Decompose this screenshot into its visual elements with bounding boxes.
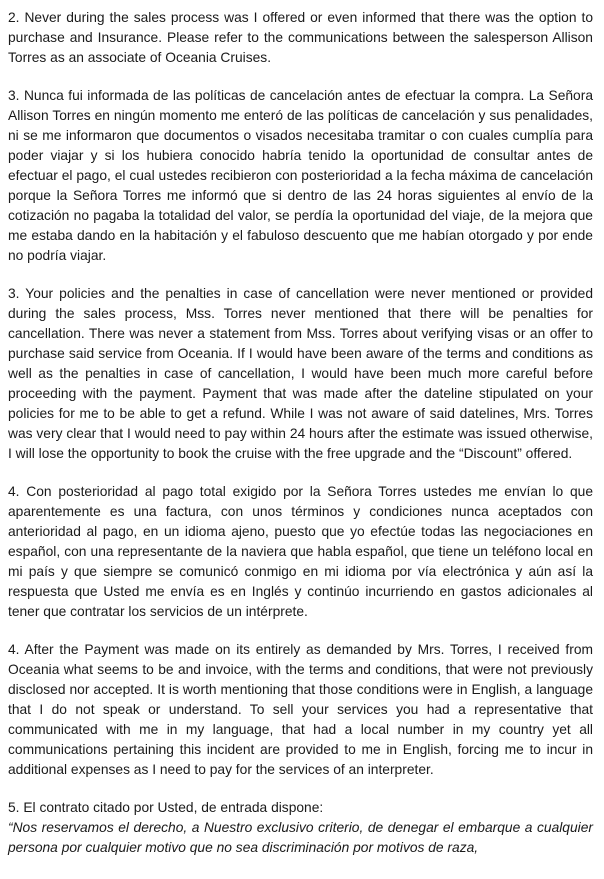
paragraph-2-english: 2. Never during the sales process was I offered or even informed that there was the option to purchase and Insurance. Please refer to the communications between the salesperson Allison Torres as an associate of Oceania Cruises. <box>8 10 593 65</box>
paragraph-3-spanish: 3. Nunca fui informada de las políticas de cancelación antes de efectuar la compra. La Señora Allison Torres en ningún momento me enteró de las políticas de cancelación y sus penalidades, ni se me informaron que documentos o visados necesitaba tramitar o con cuales cumplía para poder viajar y si los hubiera conocido habría tenido la oportunidad de consultar antes de efectuar el pago, el cual ustedes recibieron con posterioridad a la fecha máxima de cancelación porque la Señora Torres me informó que si dentro de las 24 horas siguientes al envío de la cotización no pagaba la totalidad del valor, se perdía la oportunidad del viaje, de la mejora que me estaba dando en la habitación y el fabuloso descuento que me habían otorgado y por ende no podría viajar. <box>8 88 593 263</box>
paragraph-4-english: 4. After the Payment was made on its entirely as demanded by Mrs. Torres, I received from Oceania what seems to be and invoice, with the terms and conditions, that were not previously disclosed nor accepted. It is worth mentioning that those conditions were in English, a language that I do not speak or understand. To sell your services you had a representative that communicated with me in my language, that had a local number in my country yet all communications pertaining this incident are provided to me in English, forcing me to incur in additional expenses as I need to pay for the services of an interpreter. <box>8 642 593 777</box>
paragraph-3-english: 3. Your policies and the penalties in case of cancellation were never mentioned or provided during the sales process, Mss. Torres never mentioned that there will be penalties for cancellation. There was never a statement from Mss. Torres about verifying visas or an offer to purchase said service from Oceania. If I would have been aware of the terms and conditions as well as the penalties in case of cancellation, I would have been much more careful before proceeding with the payment. Payment that was made after the dateline stipulated on your policies for me to be able to get a refund. While I was not aware of said datelines, Mrs. Torres was very clear that I would need to pay within 24 hours after the estimate was issued otherwise, I will lose the opportunity to book the cruise with the free upgrade and the “Discount” offered. <box>8 286 593 461</box>
paragraph-4-spanish: 4. Con posterioridad al pago total exigido por la Señora Torres ustedes me envían lo que aparentemente es una factura, con unos términos y condiciones nunca aceptados con anterioridad al pago, en un idioma ajeno, puesto que yo efectúe todas las negociaciones en español, con una representante de la naviera que habla español, que tiene un teléfono local en mi país y que siempre se comunicó conmigo en mi idioma por vía electrónica y aún así la respuesta que Usted me envía es en Inglés y continúo incurriendo en gastos adicionales al tener que contratar los servicios de un intérprete. <box>8 484 593 619</box>
contract-quote: “Nos reservamos el derecho, a Nuestro exclusivo criterio, de denegar el embarque a cualquier persona por cualquier motivo que no sea discriminación por motivos de raza, <box>8 820 593 855</box>
paragraph-5-heading: 5. El contrato citado por Usted, de entrada dispone: <box>8 800 324 815</box>
